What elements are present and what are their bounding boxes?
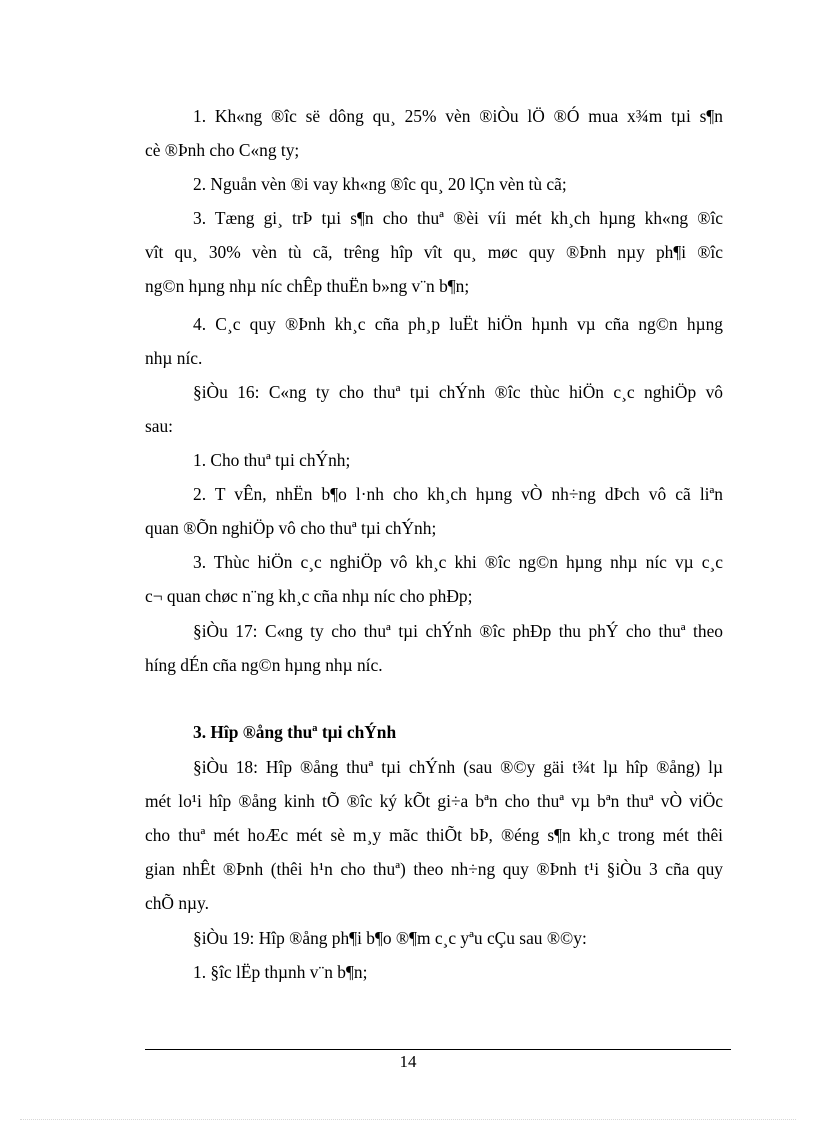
page-bottom-edge [20, 1119, 796, 1120]
paragraph-line: 3. Thùc hiÖn c¸c nghiÖp vô kh¸c khi ®îc ng©n hµng nhµ níc vµ c¸c [193, 552, 723, 572]
paragraph-line: c¬ quan chøc n¨ng kh¸c cña nhµ níc cho phÐp; [145, 586, 473, 606]
paragraph-line: 2. Nguån vèn ®i vay kh«ng ®îc qu¸ 20 lÇn vèn tù cã; [193, 174, 567, 194]
paragraph-line: gian nhÊt ®Þnh (thêi h¹n cho thuª) theo nh÷ng quy ®Þnh t¹i §iÒu 3 cña quy [145, 859, 723, 879]
section-heading: 3. Hîp ®ång thuª tµi chÝnh [193, 722, 397, 742]
paragraph-line: ng©n hµng nhµ níc chÊp thuËn b»ng v¨n b¶n; [145, 276, 470, 296]
paragraph-line: cho thuª mét hoÆc mét sè m¸y mãc thiÕt bÞ, ®éng s¶n kh¸c trong mét thêi [145, 825, 723, 845]
paragraph-line: §iÒu 19: Hîp ®ång ph¶i b¶o ®¶m c¸c yªu cÇu sau ®©y: [193, 928, 587, 948]
paragraph-line: nhµ níc. [145, 348, 203, 368]
paragraph-line: quan ®Õn nghiÖp vô cho thuª tµi chÝnh; [145, 518, 437, 538]
paragraph-line: 1. Kh«ng ®îc së dông qu¸ 25% vèn ®iÒu lÖ ®Ó mua x¾m tµi s¶n [193, 106, 723, 126]
page-number: 14 [399, 1052, 417, 1071]
paragraph-line: vît qu¸ 30% vèn tù cã, trêng hîp vît qu¸ møc quy ®Þnh nµy ph¶i ®îc [145, 242, 723, 262]
footer-divider [145, 1049, 731, 1050]
paragraph-line: 4. C¸c quy ®Þnh kh¸c cña ph¸p luËt hiÖn hµnh vµ cña ng©n hµng [193, 314, 723, 334]
paragraph-line: 1. §îc lËp thµnh v¨n b¶n; [193, 962, 368, 982]
paragraph-line: chÕ nµy. [145, 893, 209, 913]
paragraph-line: 3. Tæng gi¸ trÞ tµi s¶n cho thuª ®èi víi mét kh¸ch hµng kh«ng ®îc [193, 208, 723, 228]
paragraph-line: mét lo¹i hîp ®ång kinh tÕ ®îc ký kÕt gi÷a bªn cho thuª vµ bªn thuª vÒ viÖc [145, 791, 723, 811]
paragraph-line: §iÒu 17: C«ng ty cho thuª tµi chÝnh ®îc phÐp thu phÝ cho thuª theo [193, 621, 723, 641]
paragraph-line: §iÒu 18: Hîp ®ång thuª tµi chÝnh (sau ®©y gäi t¾t lµ hîp ®ång) lµ [193, 757, 723, 777]
paragraph-line: sau: [145, 416, 174, 436]
paragraph-line: híng dÉn cña ng©n hµng nhµ níc. [145, 655, 383, 675]
paragraph-line: 2. T vÊn, nhËn b¶o l·nh cho kh¸ch hµng vÒ nh÷ng dÞch vô cã liªn [193, 484, 723, 504]
paragraph-line: §iÒu 16: C«ng ty cho thuª tµi chÝnh ®îc thùc hiÖn c¸c nghiÖp vô [193, 382, 723, 402]
paragraph-line: 1. Cho thuª tµi chÝnh; [193, 450, 351, 470]
paragraph-line: cè ®Þnh cho C«ng ty; [145, 140, 300, 160]
